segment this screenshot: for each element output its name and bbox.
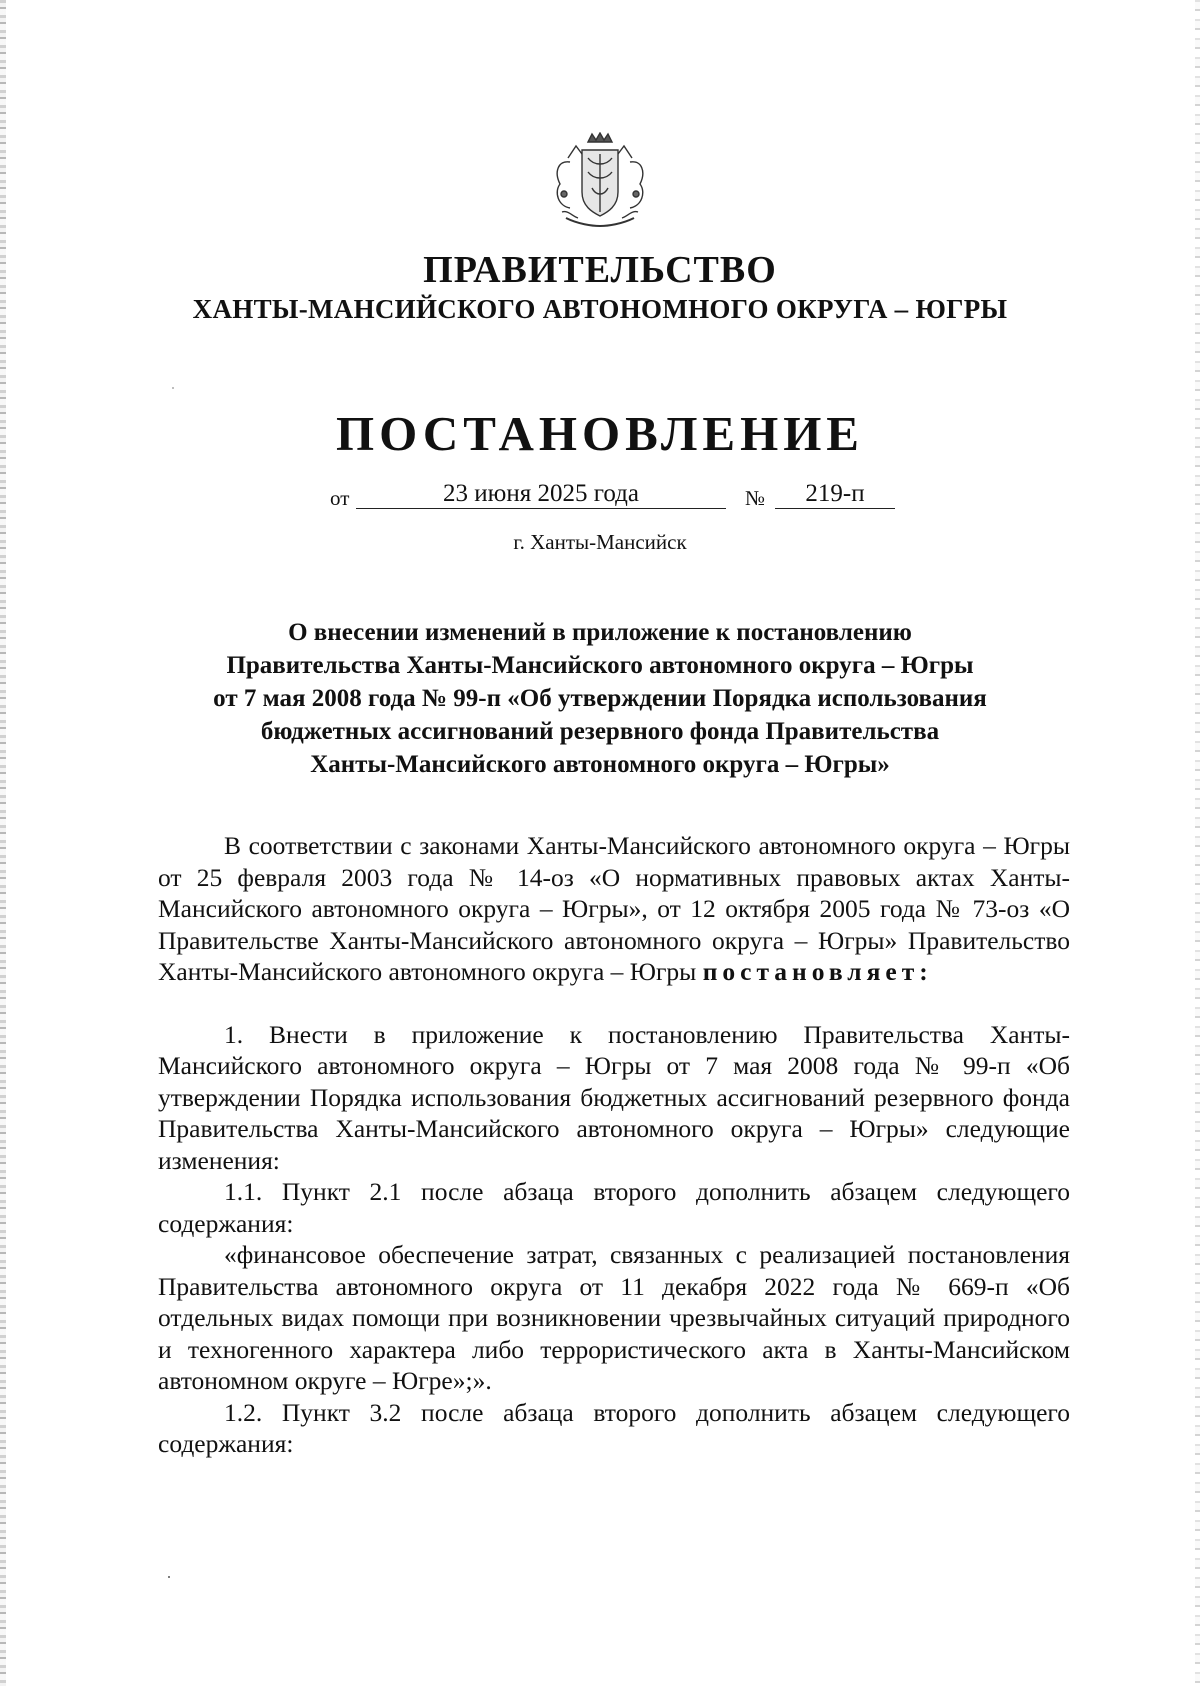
city: г. Ханты-Мансийск — [513, 530, 687, 554]
resolves-word: постановляет: — [702, 957, 933, 986]
coat-of-arms-emblem — [548, 132, 652, 232]
item-1-2: 1.2. Пункт 3.2 после абзаца второго дополнить абзацем следующего содержания: — [158, 1397, 1070, 1458]
subject-line: бюджетных ассигнований резервного фонда Правительства — [260, 718, 940, 745]
subject-line: О внесении изменений в приложение к постановлению — [288, 619, 912, 646]
document-subject — [150, 616, 1050, 781]
preamble-text: В соответствии с законами Ханты-Мансийского автономного округа – Югры от 25 февраля 2003 года № 14-оз «О нормативных правовых актах Ханты-Мансийского автономного округа – Югры», от 12 октября 2005 года № 73-оз «О Правительстве Ханты-Мансийского автономного округа – Югры» Правительство Ханты-Мансийского автономного округа – Югры — [158, 831, 1070, 986]
date-label: от — [330, 486, 350, 510]
subject-line: от 7 мая 2008 года № 99-п «Об утверждении Порядка использования — [213, 685, 987, 712]
scan-speck — [172, 387, 174, 389]
quote-1: «финансовое обеспечение затрат, связанных с реализацией постановления Правительства автономного округа от 11 декабря 2022 года № 669-п «Об отдельных видах помощи при возникновении чрезвычайных ситуаций природного и техногенного характера либо террористического акта в Ханты-Мансийском автономном округе – Югре»;». — [158, 1240, 1070, 1395]
document-date: 23 июня 2025 года — [356, 480, 726, 509]
scan-speck — [168, 1576, 170, 1578]
region-title: ХАНТЫ-МАНСИЙСКОГО АВТОНОМНОГО ОКРУГА – ЮГРЫ — [192, 294, 1008, 324]
paragraph-gap — [158, 988, 1070, 1019]
item-1: 1. Внести в приложение к постановлению Правительства Ханты-Мансийского автономного округа – Югры от 7 мая 2008 года № 99-п «Об утверждении Порядка использования бюджетных ассигнований резервного фонда Правительства Ханты-Мансийского автономного округа – Югры» следующие изменения: — [158, 1019, 1070, 1175]
subject-line: Правительства Ханты-Мансийского автономного округа – Югры — [226, 652, 974, 679]
government-title: ПРАВИТЕЛЬСТВО — [423, 249, 777, 291]
number-label: № — [745, 486, 766, 510]
document-body — [158, 830, 1070, 1460]
date-number-line — [330, 480, 870, 516]
document-type: ПОСТАНОВЛЕНИЕ — [336, 406, 864, 461]
subject-line: Ханты-Мансийского автономного округа – Югры» — [310, 751, 890, 778]
preamble-paragraph — [158, 830, 1070, 988]
item-1-1: 1.1. Пункт 2.1 после абзаца второго дополнить абзацем следующего содержания: — [158, 1177, 1070, 1238]
document-number: 219-п — [775, 480, 895, 509]
